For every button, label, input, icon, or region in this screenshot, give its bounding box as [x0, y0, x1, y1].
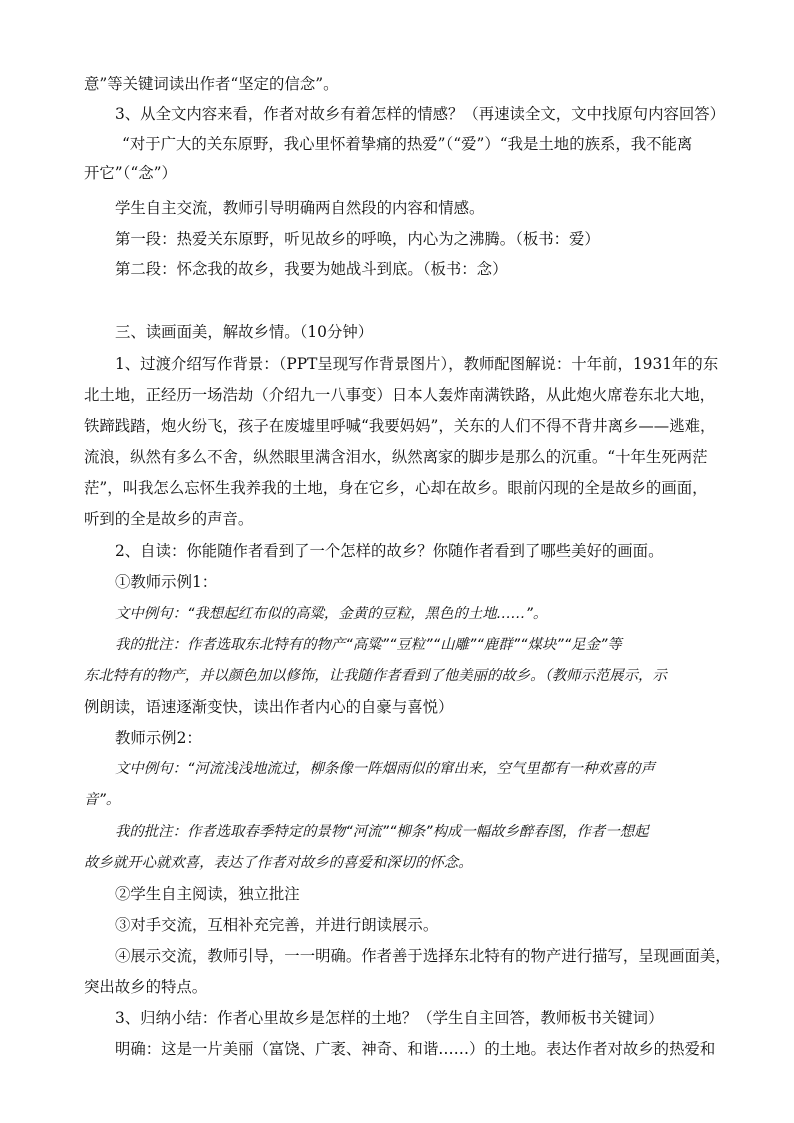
text-line: 意”等关键词读出作者“坚定的信念”。	[84, 75, 339, 93]
text-line: ②学生自主阅读，独立批注	[115, 885, 300, 903]
text-line: 茫”，叫我怎么忘怀生我养我的土地，身在它乡，心却在故乡。眼前闪现的全是故乡的画面，	[84, 479, 708, 497]
text-line: 3、归纳小结：作者心里故乡是怎样的土地？（学生自主回答，教师板书关键词）	[115, 1009, 664, 1027]
text-line: 故乡就开心就欢喜，表达了作者对故乡的喜爱和深切的怀念。	[84, 855, 473, 871]
text-line: 北土地，正经历一场浩劫（介绍九一八事变）日本人轰炸南满铁路，从此炮火席卷东北大地，	[84, 386, 716, 404]
text-line: 2、自读：你能随作者看到了一个怎样的故乡？你随作者看到了哪些美好的画面。	[115, 542, 664, 560]
text-line: 我的批注：作者选取东北特有的物产“高粱”“豆粒”“山雕”“鹿群”“煤块”“足金”等	[115, 637, 622, 653]
text-line: ④展示交流，教师引导，一一明确。作者善于选择东北特有的物产进行描写，呈现画面美，	[115, 947, 731, 965]
text-line: 铁蹄践踏，炮火纷飞，孩子在废墟里呼喊“我要妈妈”，关东的人们不得不背井离乡——逃难，	[84, 417, 716, 435]
text-line: 突出故乡的特点。	[84, 978, 208, 996]
text-line: ①教师示例1：	[115, 573, 218, 591]
text-line: 明确：这是一片美丽（富饶、广袤、神奇、和谐……）的土地。表达作者对故乡的热爱和	[115, 1040, 716, 1058]
text-line: 流浪，纵然有多么不舍，纵然眼里满含泪水，纵然离家的脚步是那么的沉重。“十年生死两茫	[84, 448, 708, 466]
text-line: 学生自主交流，教师引导明确两自然段的内容和情感。	[115, 199, 485, 217]
text-line: 第一段：热爱关东原野，听见故乡的呼唤，内心为之沸腾。（板书：爱）	[115, 230, 600, 248]
text-line: 音”。	[84, 792, 121, 808]
text-line: 东北特有的物产，并以颜色加以修饰，让我随作者看到了他美丽的故乡。（教师示范展示，示	[84, 668, 667, 684]
text-line: 听到的全是故乡的声音。	[84, 510, 254, 528]
text-line: 例朗读，语速逐渐变快，读出作者内心的自豪与喜悦）	[84, 698, 454, 716]
text-line: “对于广大的关东原野，我心里怀着挚痛的热爱”（“爱”）“我是土地的族系，我不能离	[122, 135, 693, 153]
text-line: 我的批注：作者选取春季特定的景物“河流”“柳条”构成一幅故乡醉春图，作者一想起	[115, 824, 649, 840]
text-line: 开它”（“念”）	[84, 164, 177, 182]
text-line: ③对手交流，互相补充完善，并进行朗读展示。	[115, 916, 439, 934]
text-line: 文中例句：“河流浅浅地流过，柳条像一阵烟雨似的窜出来，空气里都有一种欢喜的声	[115, 761, 655, 777]
section-heading: 三、读画面美，解故乡情。（10分钟）	[115, 323, 374, 341]
text-line: 1、过渡介绍写作背景：（PPT呈现写作背景图片），教师配图解说：十年前，1931年的东	[115, 355, 719, 373]
text-line: 文中例句：“我想起红布似的高粱，金黄的豆粒，黑色的土地……”。	[115, 606, 548, 622]
text-line: 教师示例2：	[115, 729, 202, 747]
text-line: 3、从全文内容来看，作者对故乡有着怎样的情感？（再速读全文，文中找原句内容回答）	[115, 105, 726, 123]
text-line: 第二段：怀念我的故乡，我要为她战斗到底。（板书：念）	[115, 260, 508, 278]
